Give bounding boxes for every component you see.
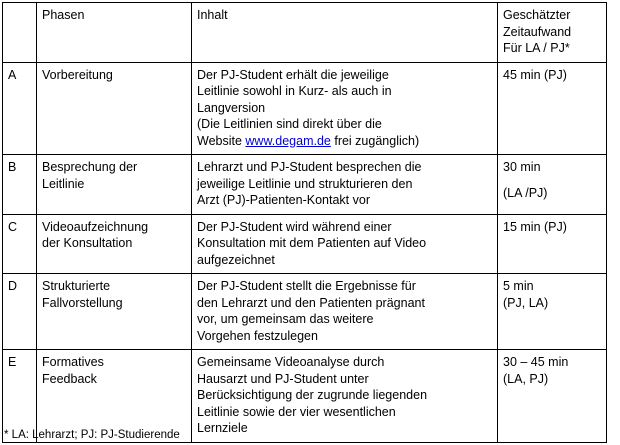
header-time-line1: Geschätzter [503, 8, 571, 22]
content-line-with-link [197, 133, 492, 150]
row-phase-c [37, 214, 192, 274]
time-line: (LA /PJ) [503, 185, 548, 200]
row-phase-b [37, 155, 192, 215]
time-spacer [503, 176, 601, 185]
content-line: Arzt (PJ)-Patienten-Kontakt vor [197, 193, 370, 207]
degam-website-link[interactable]: www.degam.de [245, 133, 331, 148]
time-line: 30 – 45 min [503, 355, 569, 369]
table-footnote: * LA: Lehrarzt; PJ: PJ-Studierende [4, 429, 180, 441]
row-time-b [498, 155, 607, 215]
row-content-b [192, 155, 498, 215]
row-time-a [498, 62, 607, 155]
content-line: Der PJ-Student wird während einer [197, 219, 392, 234]
content-line: Berücksichtigung der zugrunde liegenden [197, 388, 428, 402]
content-line: vor, um gemeinsam das weitere [197, 312, 374, 326]
phase-line: Vorbereitung [42, 67, 113, 82]
row-letter-d: D [3, 274, 37, 350]
table-row [3, 155, 607, 215]
time-line: (PJ, LA) [503, 295, 549, 310]
header-time-line2: Zeitaufwand [503, 24, 572, 39]
table-row [3, 214, 607, 274]
phase-line: Feedback [42, 371, 97, 386]
time-line: 5 min [503, 279, 534, 293]
row-content-a [192, 62, 498, 155]
table-row [3, 274, 607, 350]
content-text-after-link: frei zugänglich) [330, 133, 420, 148]
content-text-before-link: Website [197, 133, 246, 148]
content-line: jeweilige Leitlinie und strukturieren den [197, 176, 413, 191]
content-line: den Lehrarzt und den Patienten prägnant [197, 295, 425, 310]
content-line: aufgezeichnet [197, 252, 275, 267]
header-cell-letter [3, 3, 37, 63]
row-content-d [192, 274, 498, 350]
row-letter-e: E [3, 350, 37, 443]
content-line: (Die Leitlinien sind direkt über die [197, 117, 382, 131]
content-line: Der PJ-Student stellt die Ergebnisse für [197, 279, 416, 293]
header-time-line3: Für LA / PJ* [503, 41, 570, 55]
phase-line: Besprechung der [42, 160, 138, 174]
row-letter-c: C [3, 214, 37, 274]
phase-line: Leitlinie [42, 176, 85, 191]
content-line: Vorgehen festzulegen [197, 328, 318, 343]
phase-line: der Konsultation [42, 236, 133, 250]
time-line: 45 min (PJ) [503, 67, 567, 82]
content-line: Leitlinie sowohl in Kurz- als auch in [197, 84, 392, 98]
content-line: Konsultation mit dem Patienten auf Video [197, 236, 427, 250]
row-content-c [192, 214, 498, 274]
row-time-e [498, 350, 607, 443]
phase-line: Formatives [42, 355, 104, 369]
document-page [0, 2, 620, 445]
row-time-c [498, 214, 607, 274]
header-cell-content: Inhalt [192, 3, 498, 63]
content-line: Lernziele [197, 421, 248, 435]
row-letter-a: A [3, 62, 37, 155]
content-line: Der PJ-Student erhält die jeweilige [197, 67, 389, 82]
row-content-e [192, 350, 498, 443]
phase-line: Videoaufzeichnung [42, 219, 149, 234]
time-line: 30 min [503, 160, 541, 174]
row-letter-b: B [3, 155, 37, 215]
phase-line: Fallvorstellung [42, 295, 123, 310]
content-line: Hausarzt und PJ-Student unter [197, 371, 369, 386]
table-row [3, 62, 607, 155]
table-header-row [3, 3, 607, 63]
header-cell-phase: Phasen [37, 3, 192, 63]
row-phase-a [37, 62, 192, 155]
time-line: 15 min (PJ) [503, 219, 567, 234]
row-time-d [498, 274, 607, 350]
content-line: Langversion [197, 100, 266, 115]
phases-table [2, 2, 607, 443]
phase-line: Strukturierte [42, 279, 111, 293]
header-cell-time [498, 3, 607, 63]
row-phase-d [37, 274, 192, 350]
time-line: (LA, PJ) [503, 371, 549, 386]
content-line: Lehrarzt und PJ-Student besprechen die [197, 160, 422, 174]
content-line: Leitlinie sowie der vier wesentlichen [197, 404, 396, 419]
content-line: Gemeinsame Videoanalyse durch [197, 355, 385, 369]
